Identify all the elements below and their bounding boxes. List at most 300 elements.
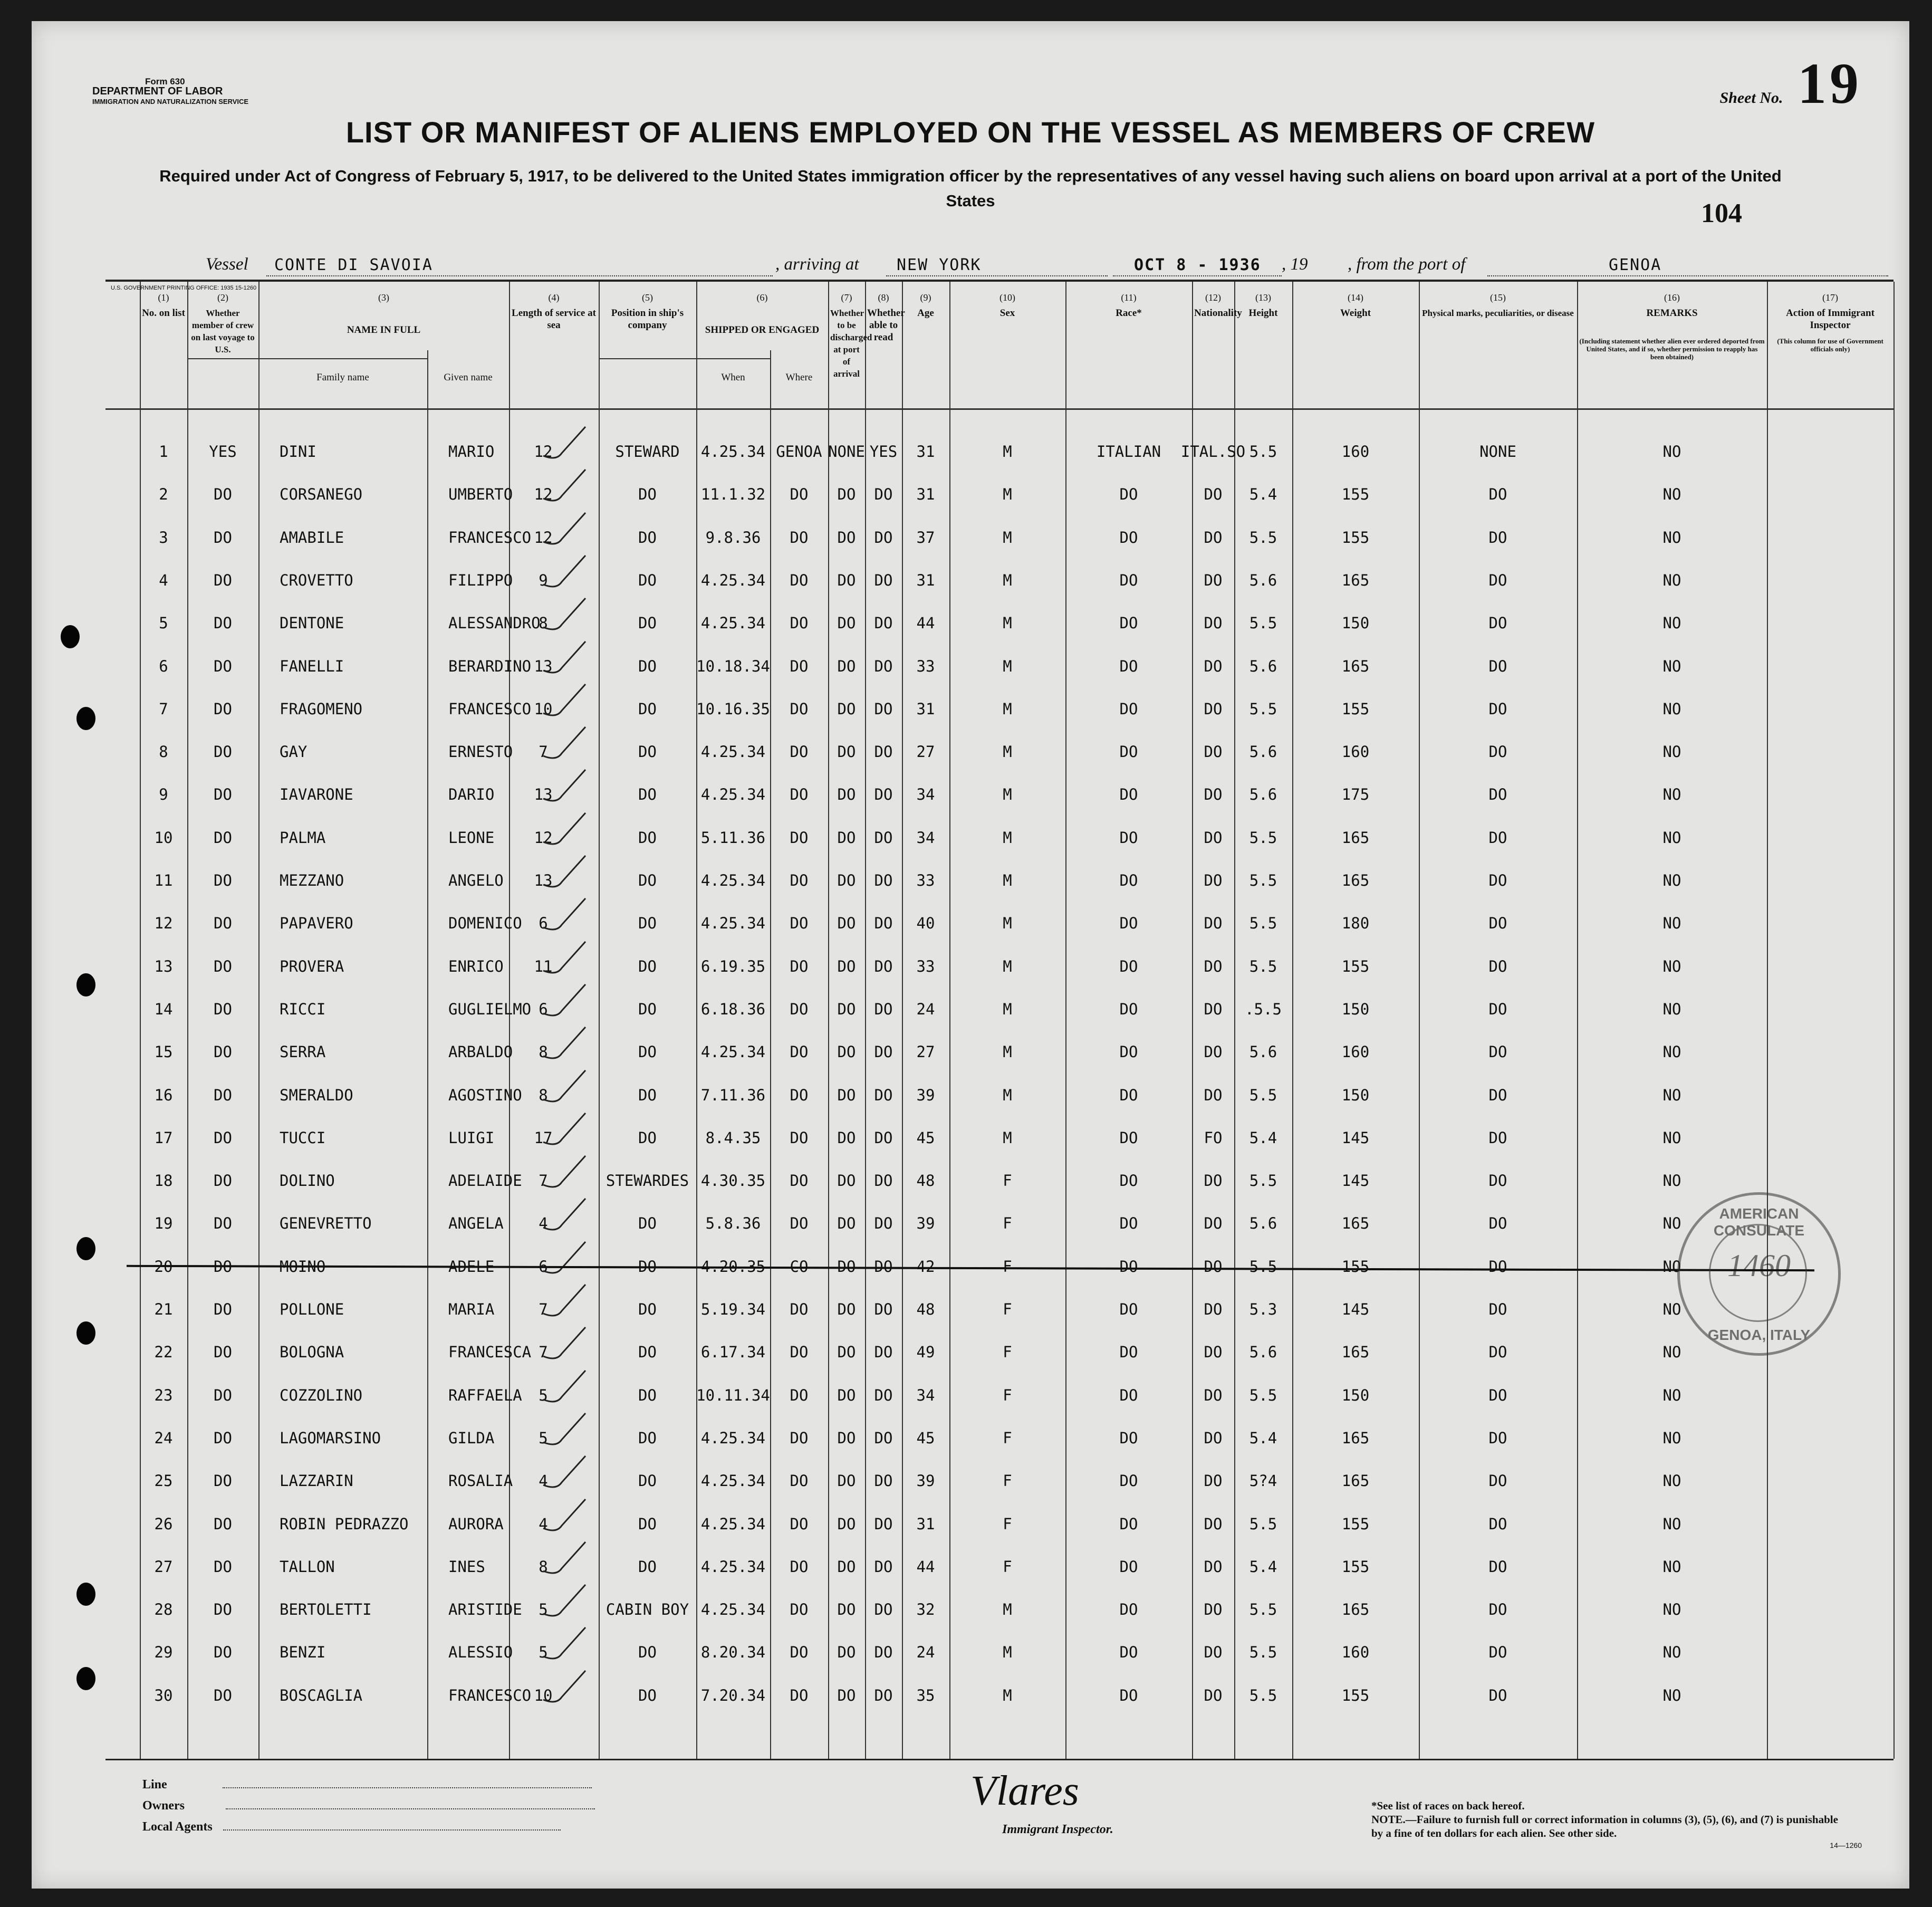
cell: DO [1204,1472,1223,1490]
cell: 10 [534,1686,553,1704]
column-rule [696,282,697,1759]
cell: 5.5 [1249,443,1277,461]
cell: DO [837,571,856,589]
cell: DO [1488,1515,1507,1533]
cell: DO [837,1429,856,1447]
cell: 7 [539,1172,548,1190]
cell: 27 [916,1043,935,1061]
strike-through-line [127,1264,1814,1271]
cell: DO [214,1172,232,1190]
cell: 155 [1341,1557,1370,1576]
cell: 18 [154,1172,173,1190]
cell: M [1003,1086,1012,1104]
check-mark [541,1625,588,1667]
cell: DO [214,1086,232,1104]
cell: 30 [154,1686,173,1704]
cell: FRANCESCA [448,1343,532,1362]
column-header: Age [917,308,934,319]
column-header-note: (This column for use of Government officials only) [1777,337,1883,353]
cell: 8.20.34 [700,1643,766,1662]
cell: DO [1204,1386,1223,1404]
cell: IAVARONE [280,785,353,804]
cell: DO [1488,1214,1507,1233]
cell: 35 [916,1686,935,1704]
cell: 7 [539,1300,548,1318]
cell: ARBALDO [448,1043,513,1061]
cell: M [1003,871,1012,889]
cell: 10.18.34 [696,657,770,675]
cell: DO [874,699,893,718]
cell: DO [837,528,856,547]
cell: 4.25.34 [700,1429,766,1447]
cell: M [1003,785,1012,804]
cell: DO [638,614,657,633]
cell: ANGELA [448,1214,504,1233]
cell: 5.6 [1249,571,1277,589]
cell: CORSANEGO [280,485,363,504]
cell: BERTOLETTI [280,1601,372,1619]
cell: DO [638,571,657,589]
cell: DO [790,1128,809,1147]
cell: DOMENICO [448,914,522,933]
cell: DO [638,1686,657,1704]
column-rule [427,350,428,1759]
cell: M [1003,571,1012,589]
cell: DO [1119,571,1138,589]
cell: PAPAVERO [280,914,353,933]
cell: 155 [1341,699,1370,718]
column-subheader: Given name [444,372,493,383]
cell: 165 [1341,1472,1370,1490]
cell: 34 [916,828,935,847]
cell: CO [790,1257,809,1276]
cell: DO [1488,828,1507,847]
cell: NO [1662,743,1681,761]
cell: 12 [534,528,553,547]
printing-office-line: U.S. GOVERNMENT PRINTING OFFICE: 1935 15-1260 [111,285,257,291]
column-rule [1192,282,1193,1759]
cell: PROVERA [280,957,344,975]
cell: 31 [916,571,935,589]
cell: 150 [1341,614,1370,633]
cell: M [1003,485,1012,504]
cell: DO [214,1257,232,1276]
cell: 155 [1341,528,1370,547]
check-mark [541,1110,588,1153]
page-subtitle: Required under Act of Congress of February 5, 1917, to be delivered to the United States immigration officer by the representatives of any vessel having such aliens on board upon arrival at a port of the United States [159,167,1782,210]
cell: DO [837,1386,856,1404]
cell: 39 [916,1472,935,1490]
cell: DO [837,1000,856,1018]
cell: DO [1488,699,1507,718]
cell: 5.4 [1249,1557,1277,1576]
inspector-signature: Vlares [970,1768,1079,1814]
cell: 5.5 [1249,957,1277,975]
cell: DO [837,614,856,633]
vessel-name: CONTE DI SAVOIA [274,256,433,274]
cell: BOSCAGLIA [280,1686,363,1704]
column-header: SHIPPED OR ENGAGED [705,324,820,336]
cell: DO [1204,1643,1223,1662]
cell: DO [837,1043,856,1061]
cell: 155 [1341,485,1370,504]
column-number: (12) [1205,292,1221,303]
cell: 42 [916,1257,935,1276]
cell: DO [638,957,657,975]
cell: 5.4 [1249,1128,1277,1147]
cell: DO [837,785,856,804]
cell: 4 [539,1472,548,1490]
cell: 145 [1341,1128,1370,1147]
cell: 145 [1341,1172,1370,1190]
cell: 45 [916,1128,935,1147]
cell: DO [1119,871,1138,889]
cell: DO [790,957,809,975]
cell: DO [1204,1557,1223,1576]
column-rule [1419,282,1420,1759]
cell: POLLONE [280,1300,344,1318]
cell: NO [1662,485,1681,504]
cell: FO [1204,1128,1223,1147]
cell: DO [214,1429,232,1447]
cell: 8 [539,1043,548,1061]
cell: 12 [154,914,173,933]
cell: 5.3 [1249,1300,1277,1318]
cell: 5.5 [1249,1515,1277,1533]
check-mark [541,510,588,552]
local-agents-label: Local Agents [142,1820,213,1834]
cell: DO [214,914,232,933]
cell: DO [874,657,893,675]
sheet-number-label: Sheet No. [1719,89,1783,107]
cell: ERNESTO [448,743,513,761]
cell: 48 [916,1300,935,1318]
cell: 7 [159,699,168,718]
cell: PALMA [280,828,326,847]
cell: 165 [1341,1214,1370,1233]
cell: 4.25.34 [700,1601,766,1619]
cell: DO [1119,957,1138,975]
cell: DO [790,828,809,847]
cell: 160 [1341,1043,1370,1061]
cell: BERARDINO [448,657,532,675]
cell: NO [1662,1386,1681,1404]
cell: 11 [154,871,173,889]
column-number: (14) [1348,292,1363,303]
cell: 165 [1341,657,1370,675]
cell: 34 [916,785,935,804]
cell: DO [874,1686,893,1704]
cell: DO [1488,1257,1507,1276]
check-mark [541,724,588,766]
cell: DO [1119,743,1138,761]
cell: DO [638,1043,657,1061]
column-number: (11) [1121,292,1137,303]
check-mark [541,1024,588,1067]
column-number: (1) [158,292,169,303]
cell: 44 [916,614,935,633]
check-mark [541,553,588,595]
cell: DO [790,1515,809,1533]
cell: DO [638,699,657,718]
check-mark [541,467,588,509]
cell: M [1003,828,1012,847]
cell: 23 [154,1386,173,1404]
cell: LAZZARIN [280,1472,353,1490]
cell: 5.6 [1249,1043,1277,1061]
column-header: Weight [1340,308,1371,319]
cell: 5.8.36 [705,1214,761,1233]
cell: DO [1119,528,1138,547]
cell: DO [638,785,657,804]
cell: DO [638,1472,657,1490]
column-number: (8) [878,292,889,303]
cell: 7.11.36 [700,1086,766,1104]
cell: FRANCESCO [448,699,532,718]
cell: DO [214,657,232,675]
cell: 5.6 [1249,785,1277,804]
cell: M [1003,914,1012,933]
punch-hole [76,1583,95,1606]
cell: M [1003,528,1012,547]
cell: SMERALDO [280,1086,353,1104]
form-number: Form 630 [145,76,185,87]
cell: 10 [154,828,173,847]
column-rule [140,282,141,1759]
check-mark [541,1282,588,1324]
cell: DO [214,785,232,804]
cell: DO [837,957,856,975]
cell: M [1003,1128,1012,1147]
cell: DO [1204,785,1223,804]
cell: DO [1204,657,1223,675]
cell: 32 [916,1601,935,1619]
check-mark [541,1196,588,1238]
cell: DO [214,871,232,889]
column-header: Nationality [1194,308,1242,319]
cell: YES [869,443,898,461]
column-header: Whether able to read [867,308,905,343]
cell: DO [1488,1343,1507,1362]
cell: DO [874,1300,893,1318]
cell: 145 [1341,1300,1370,1318]
cell: DO [1204,1257,1223,1276]
cell: NO [1662,1472,1681,1490]
cell: DO [837,1686,856,1704]
cell: GILDA [448,1429,495,1447]
cell: DO [638,657,657,675]
check-mark [541,682,588,724]
column-rule [1292,282,1293,1759]
cell: NO [1662,657,1681,675]
cell: ITAL.SO [1180,443,1246,461]
cell: 8 [539,1557,548,1576]
cell: STEWARDES [605,1172,689,1190]
column-number: (5) [642,292,653,303]
cell: LUIGI [448,1128,495,1147]
cell: NO [1662,1643,1681,1662]
header-bottom-rule [105,408,1893,410]
column-number: (15) [1490,292,1506,303]
consulate-stamp [1677,1192,1841,1356]
cell: TUCCI [280,1128,326,1147]
cell: 49 [916,1343,935,1362]
cell: F [1003,1557,1012,1576]
column-header: Height [1248,308,1278,319]
check-mark [541,1539,588,1582]
line-label: Line [142,1778,167,1791]
cell: DENTONE [280,614,344,633]
cell: 11.1.32 [700,485,766,504]
cell: DO [214,528,232,547]
cell: 14 [154,1000,173,1018]
cell: 34 [916,1386,935,1404]
cell: NO [1662,1300,1681,1318]
check-mark [541,639,588,681]
check-mark [541,982,588,1024]
check-mark [541,1411,588,1453]
cell: 26 [154,1515,173,1533]
cell: 4.25.34 [700,614,766,633]
cell: DO [1488,1686,1507,1704]
cell: F [1003,1472,1012,1490]
cell: 31 [916,443,935,461]
cell: DO [1488,657,1507,675]
cell: 7 [539,743,548,761]
cell: 8 [539,1086,548,1104]
cell: DO [1488,1172,1507,1190]
column-number: (9) [920,292,931,303]
cell: M [1003,614,1012,633]
cell: TALLON [280,1557,335,1576]
cell: M [1003,743,1012,761]
cell: DO [837,914,856,933]
cell: DO [1119,1386,1138,1404]
cell: 28 [154,1601,173,1619]
cell: DO [837,1601,856,1619]
cell: DO [874,1086,893,1104]
cell: 155 [1341,1515,1370,1533]
cell: DO [1119,1043,1138,1061]
cell: DO [790,1686,809,1704]
cell: 12 [534,443,553,461]
cell: LAGOMARSINO [280,1429,381,1447]
cell: 5.5 [1249,528,1277,547]
cell: 19 [154,1214,173,1233]
column-number: (4) [548,292,560,303]
cell: DO [638,1086,657,1104]
cell: 25 [154,1472,173,1490]
column-number: (10) [999,292,1015,303]
cell: 4.20.35 [700,1257,766,1276]
cell: 6.19.35 [700,957,766,975]
cell: DO [1488,1386,1507,1404]
cell: DO [874,1429,893,1447]
cell: 12 [534,485,553,504]
column-number: (7) [841,292,852,303]
cell: DO [790,1643,809,1662]
cell: 31 [916,1515,935,1533]
page-title: LIST OR MANIFEST OF ALIENS EMPLOYED ON THE VESSEL AS MEMBERS OF CREW [345,116,1595,149]
cell: DO [790,1601,809,1619]
check-mark [541,424,588,466]
cell: DO [214,1686,232,1704]
check-mark [541,596,588,638]
cell: NO [1662,1557,1681,1576]
column-rule [949,282,950,1759]
cell: DO [638,1643,657,1662]
cell: DO [638,871,657,889]
cell: FRAGOMENO [280,699,363,718]
punch-hole [76,1321,95,1345]
cell: 165 [1341,1343,1370,1362]
cell: 5?4 [1249,1472,1277,1490]
footer-notes [1371,1799,1846,1840]
arrival-port: NEW YORK [897,256,982,274]
cell: DO [638,1386,657,1404]
cell: 8.4.35 [705,1128,761,1147]
cell: 16 [154,1086,173,1104]
cell: M [1003,699,1012,718]
cell: DO [1204,614,1223,633]
cell: ADELE [448,1257,495,1276]
cell: DO [214,1128,232,1147]
cell: DO [874,1257,893,1276]
cell: DO [790,657,809,675]
cell: DO [790,1557,809,1576]
cell: BENZI [280,1643,326,1662]
cell: 4.25.34 [700,443,766,461]
cell: DO [1119,828,1138,847]
cell: DO [1488,1086,1507,1104]
cell: DO [638,1257,657,1276]
cell: DO [1119,485,1138,504]
cell: DO [874,871,893,889]
cell: 44 [916,1557,935,1576]
cell: 4.25.34 [700,914,766,933]
voyage-line [206,247,1735,279]
cell: DO [1204,485,1223,504]
cell: NO [1662,443,1681,461]
cell: 4.25.34 [700,1472,766,1490]
cell: DO [638,1000,657,1018]
cell: DO [837,657,856,675]
column-number: (6) [756,292,768,303]
cell: DO [1488,614,1507,633]
column-rule [902,282,903,1759]
cell: 7 [539,1343,548,1362]
cell: DO [1204,743,1223,761]
cell: 150 [1341,1386,1370,1404]
cell: 175 [1341,785,1370,804]
cell: 48 [916,1172,935,1190]
cell: F [1003,1172,1012,1190]
cell: 4.25.34 [700,785,766,804]
cell: DO [1488,785,1507,804]
cell: 24 [916,1000,935,1018]
cell: 5.6 [1249,743,1277,761]
cell: ITALIAN [1096,443,1161,461]
cell: DO [874,614,893,633]
cell: NO [1662,1257,1681,1276]
cell: DO [874,914,893,933]
cell: 31 [916,699,935,718]
cell: 5.6 [1249,657,1277,675]
cell: DO [1119,657,1138,675]
cell: DO [214,743,232,761]
cell: NO [1662,828,1681,847]
cell: .5.5 [1245,1000,1282,1018]
